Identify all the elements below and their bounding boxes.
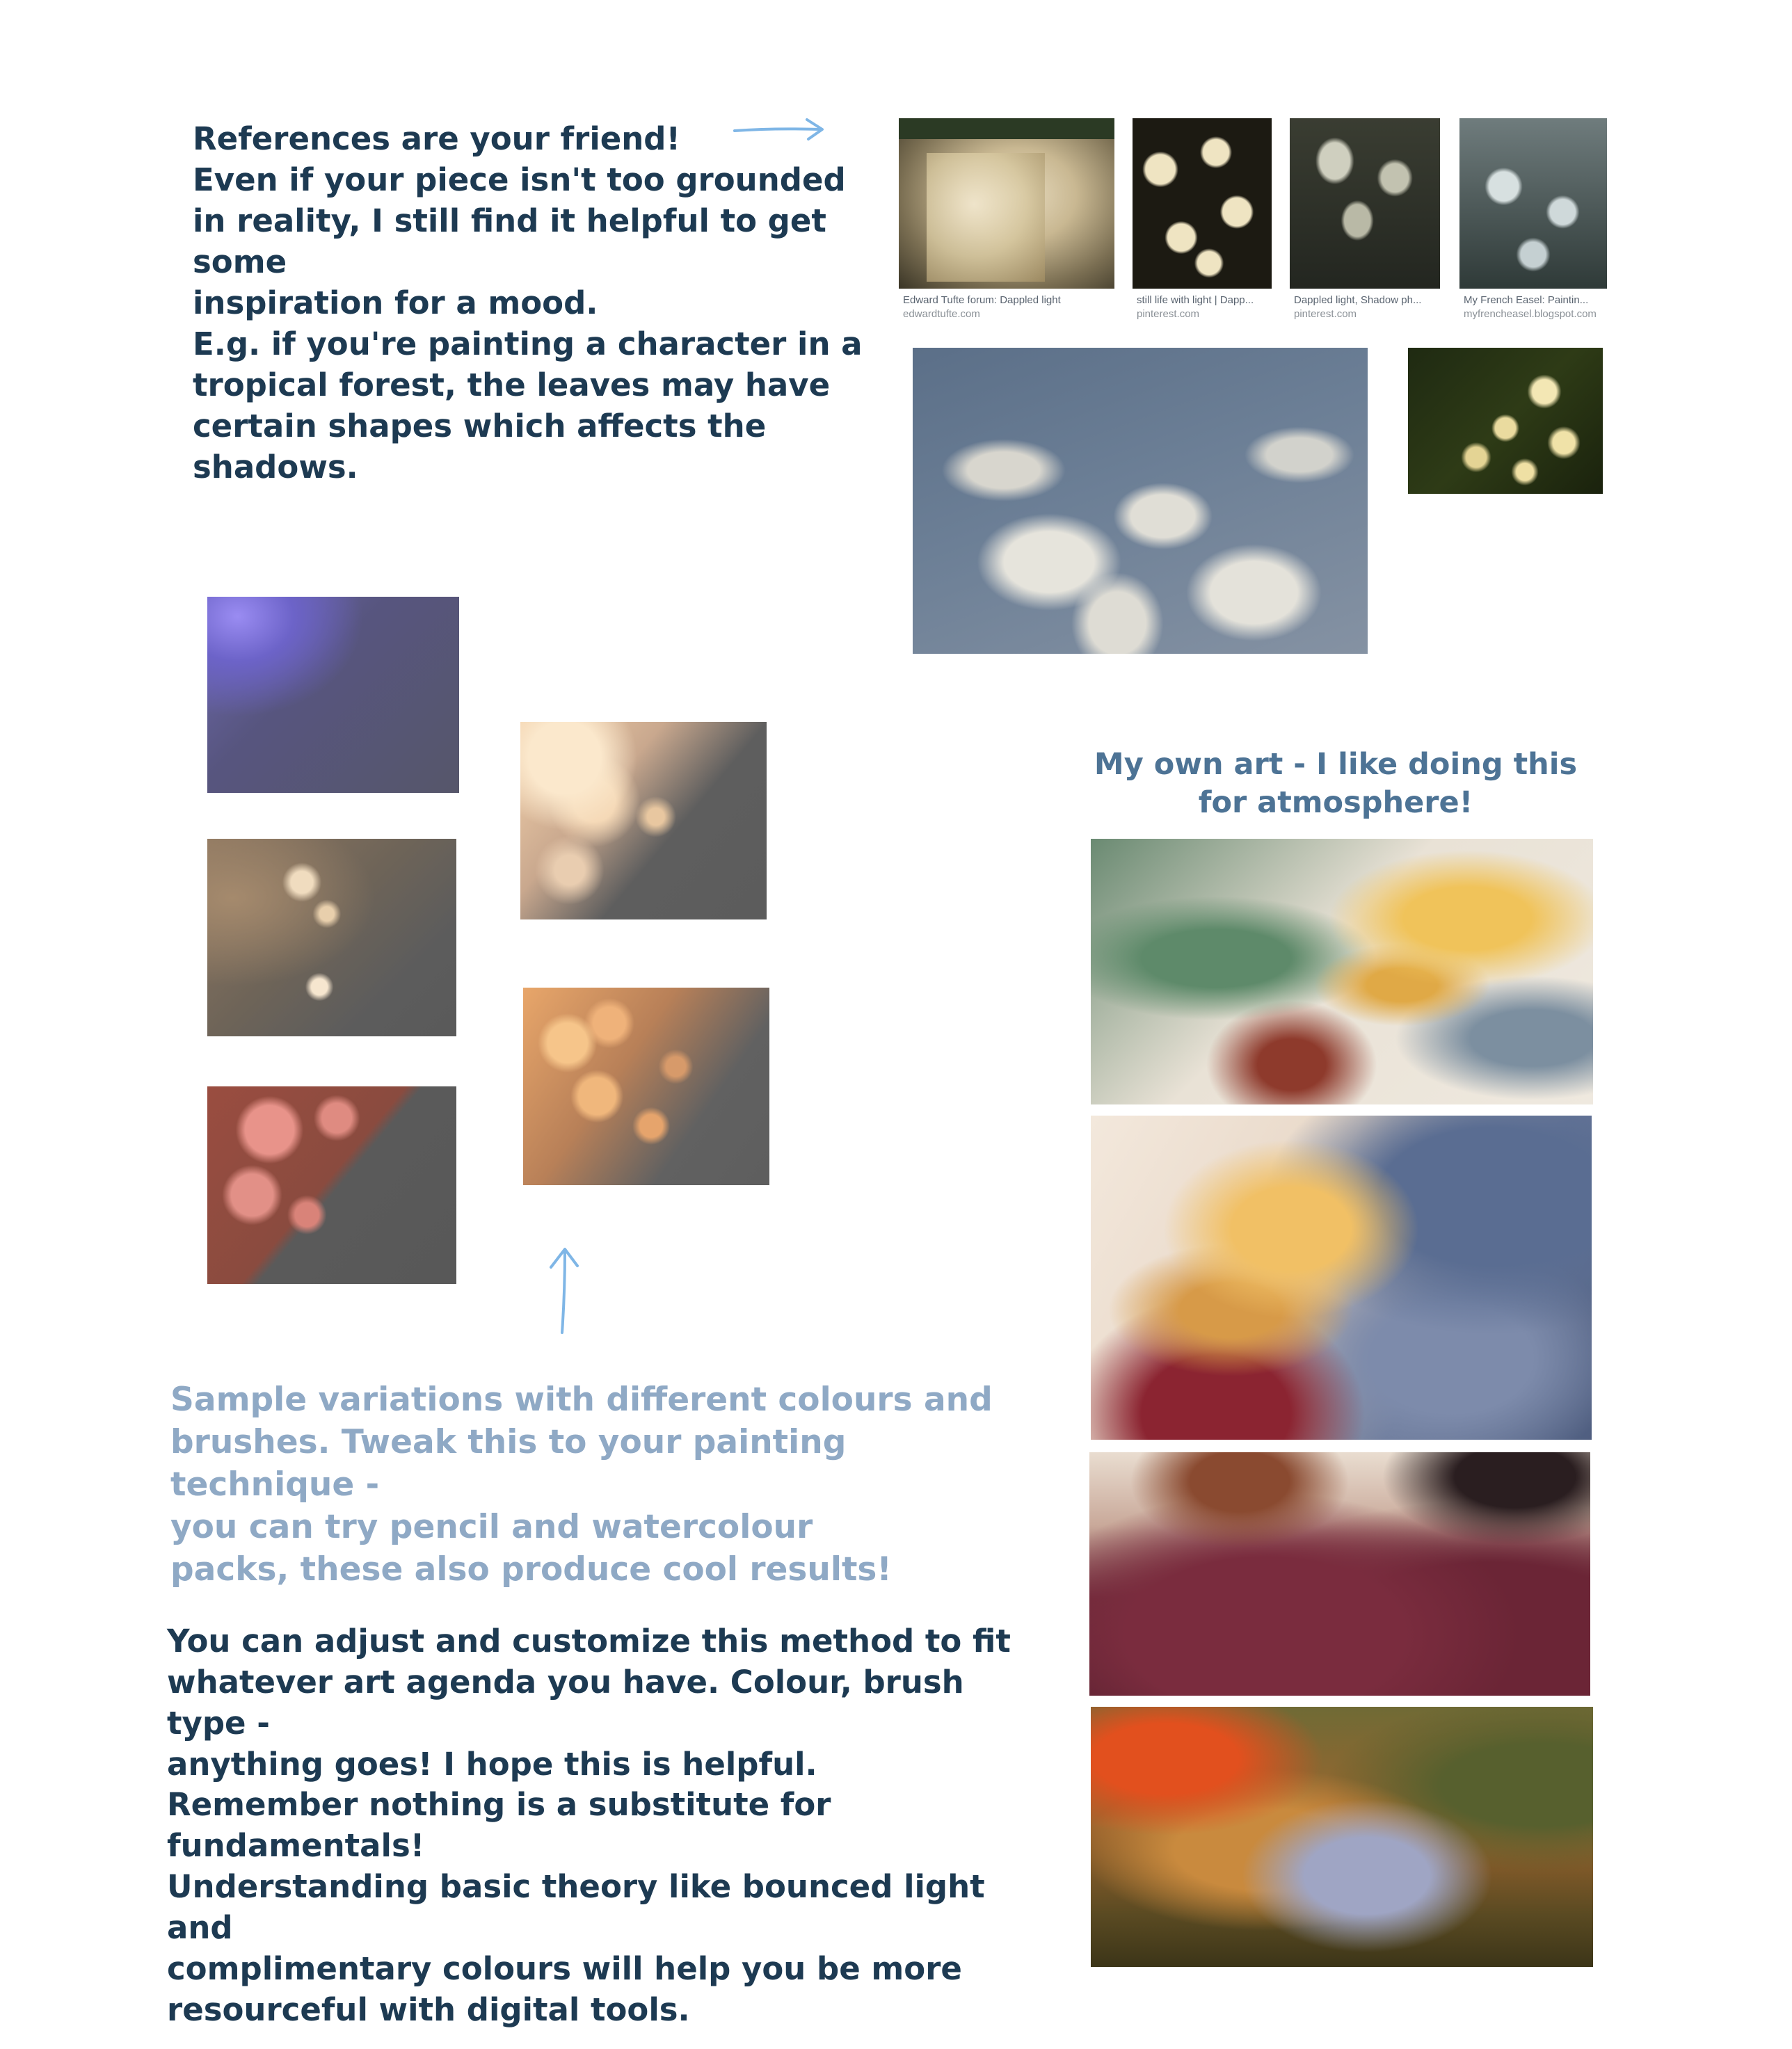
samples-description: Sample variations with different colours and brushes. Tweak this to your painting technique - you can try pencil and watercolour packs, these also produce cool results! [170,1381,993,1589]
reference-results [890,111,1614,334]
reference-thumbnail[interactable] [1290,118,1440,289]
own-art-caption: My own art - I like doing this for atmosphere! [1094,747,1578,820]
sunlit-leaves-photo [1408,348,1603,494]
reference-title[interactable]: My French Easel: Paintin... [1464,294,1589,306]
dappled-shadow-photo [913,348,1368,654]
intro-paragraph-example: E.g. if you're painting a character in a tropical forest, the leaves may have certain shapes which affects the shadows. [193,326,863,485]
reference-title[interactable]: Edward Tufte forum: Dappled light [903,294,1061,306]
reference-source: myfrencheasel.blogspot.com [1464,308,1597,320]
intro-paragraph-references: References are your friend! Even if your piece isn't too grounded in reality, I still find it helpful to get some inspiration for a mood. [193,120,846,321]
reference-source: pinterest.com [1137,308,1200,320]
brush-sample-coral [207,1086,456,1284]
artwork-panel-braid [1091,839,1593,1104]
reference-source: edwardtufte.com [903,308,980,320]
brush-sample-tan [207,839,456,1036]
reference-thumbnail[interactable] [1459,118,1607,289]
closing-paragraph-fundamentals: Remember nothing is a substitute for fundamentals! Understanding basic theory like bounced light and complimentary colours will help you be more resourceful with digital tools. [167,1786,985,2028]
closing-paragraph-customize: You can adjust and customize this method to fit whatever art agenda you have. Colour, brush type - anything goes! I hope this is helpful. [167,1623,1011,1783]
reference-source: pinterest.com [1294,308,1357,320]
artwork-panel-uniforms [1089,1452,1590,1696]
artwork-panel-kneeling [1091,1707,1593,1967]
reference-title[interactable]: still life with light | Dapp... [1137,294,1254,306]
arrow-up-icon [544,1244,583,1335]
artwork-panel-embrace [1091,1116,1592,1440]
arrow-right-icon [732,115,829,143]
reference-thumbnail[interactable] [899,118,1114,289]
reference-thumbnail[interactable] [1133,118,1272,289]
brush-sample-orange [523,988,769,1185]
reference-title[interactable]: Dappled light, Shadow ph... [1294,294,1422,306]
brush-sample-violet [207,597,459,793]
brush-sample-snowflake [520,722,767,919]
